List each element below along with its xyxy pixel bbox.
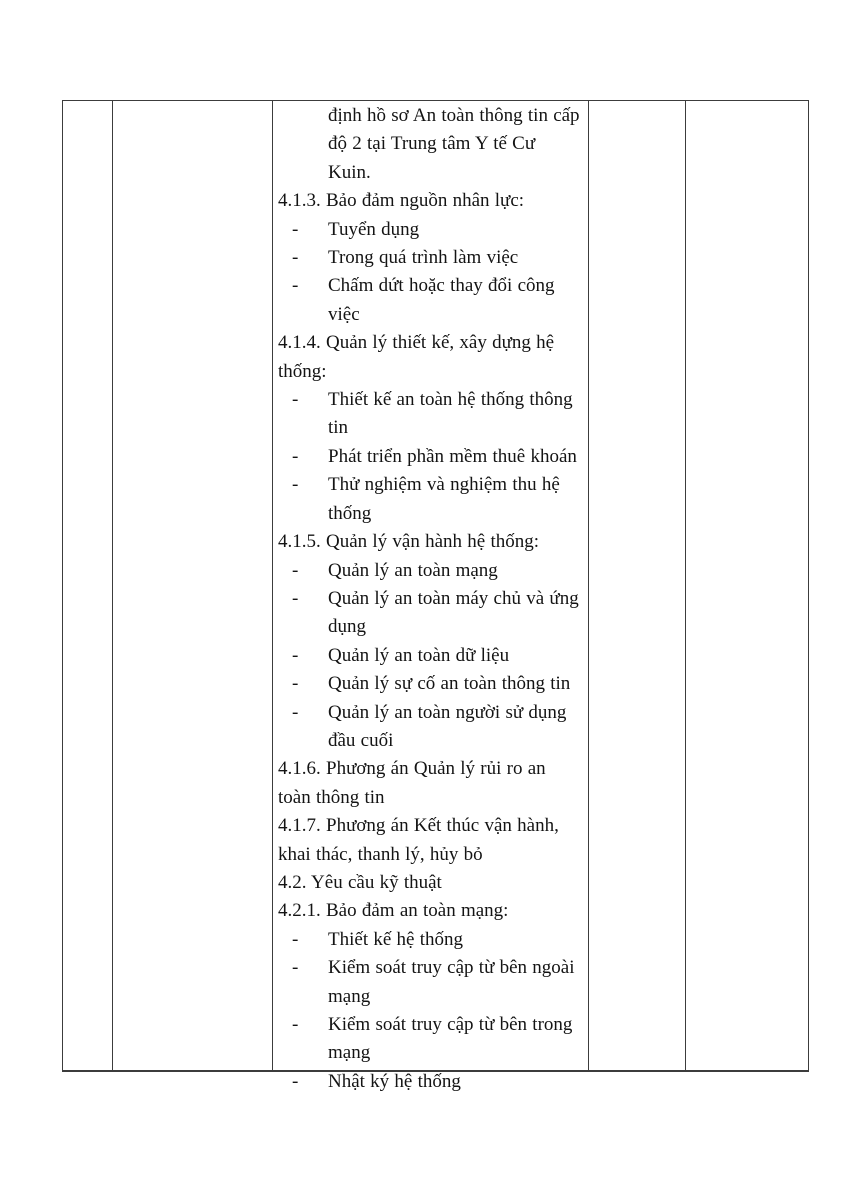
bullet-dash: - xyxy=(292,1070,299,1092)
table-cell-empty-5 xyxy=(686,101,808,1070)
table-cell-content xyxy=(273,101,589,1092)
bullet-dash: - xyxy=(292,445,299,467)
bullet-dash: - xyxy=(292,644,299,666)
bullet-text: Chấm dứt hoặc thay đổi công việc xyxy=(328,275,555,325)
bullet-text: Thiết kế hệ thống xyxy=(328,928,463,950)
bullet-item xyxy=(278,670,583,698)
bullet-text: Quản lý an toàn mạng xyxy=(328,559,498,581)
table-cell-empty-1 xyxy=(63,101,113,1070)
bullet-text: Kiểm soát truy cập từ bên ngoài mạng xyxy=(328,957,575,1007)
bullet-dash: - xyxy=(292,673,299,695)
bullet-text: Quản lý an toàn máy chủ và ứng dụng xyxy=(328,587,579,638)
bullet-text: Thiết kế an toàn hệ thống thông tin xyxy=(328,389,573,439)
table-cell-empty-4 xyxy=(589,101,686,1070)
bullet-dash: - xyxy=(292,957,299,979)
bullet-item xyxy=(278,557,583,585)
bullet-text: Quản lý sự cố an toàn thông tin xyxy=(328,673,571,695)
document-table xyxy=(62,100,809,1092)
bullet-dash: - xyxy=(292,247,299,269)
bullet-text: Quản lý an toàn người sử dụng đầu cuối xyxy=(328,701,567,751)
bullet-dash: - xyxy=(292,1014,299,1035)
bullet-item xyxy=(278,272,583,329)
section-heading: 4.1.4. Quản lý thiết kế, xây dựng hệ thống: xyxy=(278,332,555,382)
section-heading: 4.2. Yêu cầu kỹ thuật xyxy=(278,871,442,893)
bullet-text: Nhật ký hệ thống xyxy=(328,1070,461,1092)
bullet-dash: - xyxy=(292,928,299,950)
bullet-text: Phát triển phần mềm thuê khoán xyxy=(328,445,577,467)
bullet-dash: - xyxy=(292,389,299,411)
bullet-text: Kiểm soát truy cập từ bên trong mạng xyxy=(328,1014,573,1064)
section-heading: 4.1.3. Bảo đảm nguồn nhân lực: xyxy=(278,190,525,212)
bullet-dash: - xyxy=(292,559,299,581)
bullet-item xyxy=(278,699,583,756)
bullet-text: Thử nghiệm và nghiệm thu hệ thống xyxy=(328,474,560,524)
bullet-text: Tuyển dụng xyxy=(328,218,420,240)
bullet-item xyxy=(278,954,583,1011)
bullet-dash: - xyxy=(292,275,299,297)
bullet-item xyxy=(278,1068,583,1096)
section-heading: 4.1.5. Quản lý vận hành hệ thống: xyxy=(278,531,540,553)
bullet-item xyxy=(278,585,583,642)
bullet-item xyxy=(278,216,583,244)
bullet-dash: - xyxy=(292,701,299,723)
bullet-dash: - xyxy=(292,474,299,496)
bullet-item xyxy=(278,926,583,954)
paragraph-continuation: định hồ sơ An toàn thông tin cấp độ 2 tại Trung tâm Y tế Cư Kuin. xyxy=(328,105,580,183)
section-heading: 4.1.7. Phương án Kết thúc vận hành, khai thác, thanh lý, hủy bỏ xyxy=(278,815,559,865)
bullet-item xyxy=(278,1011,583,1068)
bullet-dash: - xyxy=(292,587,299,609)
bullet-item xyxy=(278,471,583,528)
bullet-text: Quản lý an toàn dữ liệu xyxy=(328,644,510,666)
bullet-item xyxy=(278,642,583,670)
section-heading: 4.2.1. Bảo đảm an toàn mạng: xyxy=(278,900,509,922)
bullet-item xyxy=(278,443,583,471)
bullet-item xyxy=(278,244,583,272)
bullet-item xyxy=(278,386,583,443)
bullet-dash: - xyxy=(292,218,299,240)
table-cell-empty-2 xyxy=(113,101,273,1070)
section-heading: 4.1.6. Phương án Quản lý rủi ro an toàn thông tin xyxy=(278,758,546,808)
bullet-text: Trong quá trình làm việc xyxy=(328,247,519,269)
